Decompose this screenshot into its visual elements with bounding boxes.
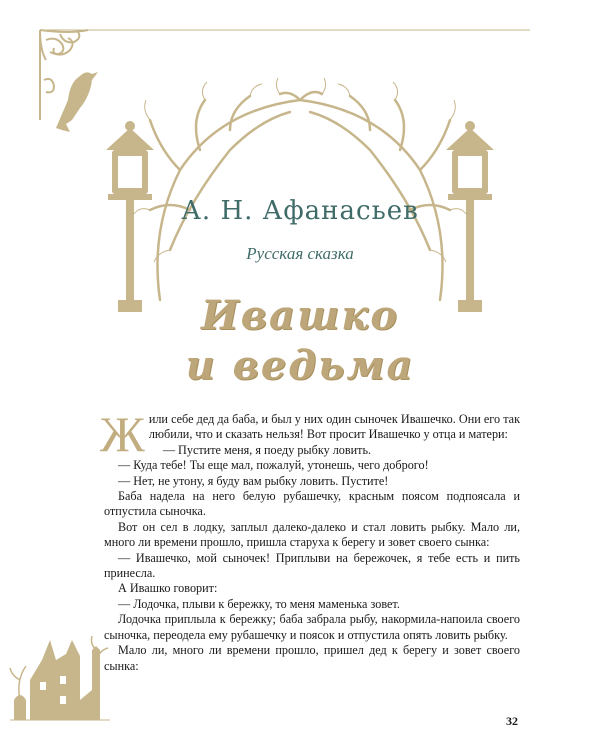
story-paragraph: Мало ли, много ли времени прошло, пришел дед к берегу и зовет своего сынка: xyxy=(104,643,520,673)
tree-twigs xyxy=(134,78,466,262)
author-name: А. Н. Афанасьев xyxy=(181,196,419,226)
story-title-line2: и ведьма xyxy=(185,342,415,389)
story-title-line1: Ивашко xyxy=(200,292,400,339)
page-number: 32 xyxy=(506,714,518,728)
story-subtitle: Русская сказка xyxy=(246,244,354,263)
story-body xyxy=(100,406,520,674)
story-paragraph: Баба надела на него белую рубашечку, красным поясом подпоясала и отпустила сыночка. xyxy=(104,489,520,519)
story-paragraph: — Ивашечко, мой сыночек! Приплыви на бережочек, я тебе есть и пить принесла. xyxy=(104,550,520,581)
story-paragraph: — Нет, не утону, я буду вам рыбку ловить. Пустите! xyxy=(118,473,389,488)
story-paragraph: — Пустите меня, я поеду рыбку ловить. xyxy=(162,442,372,457)
story-paragraph: Лодочка приплыла к бережку; баба забрала рыбу, накормила-напоила своего сыночка, переодела ему рубашечку и поясок и отпустила опять ловить рыбку. xyxy=(104,612,520,642)
haunted-house-silhouette xyxy=(14,640,100,720)
story-paragraph: Жили себе дед да баба, и был у них один сыночек Ивашечко. Они его так любили, что и сказать нельзя! Вот просит Ивашечко у отца и матери: xyxy=(100,406,520,462)
story-paragraph: А Ивашко говорит: xyxy=(118,581,218,596)
story-paragraph: — Куда тебе! Ты еще мал, пожалуй, утонешь, чего доброго! xyxy=(118,458,429,473)
story-paragraph: Вот он сел в лодку, заплыл далеко-далеко и стал ловить рыбку. Мало ли, много ли времени прошло, пришла старуха к берегу и зовет своего сынка: xyxy=(104,519,520,550)
raven-silhouette xyxy=(56,72,98,132)
story-paragraph: — Лодочка, плыви к бережку, то меня маменька зовет. xyxy=(118,596,400,611)
drop-cap: Ж xyxy=(100,406,145,462)
